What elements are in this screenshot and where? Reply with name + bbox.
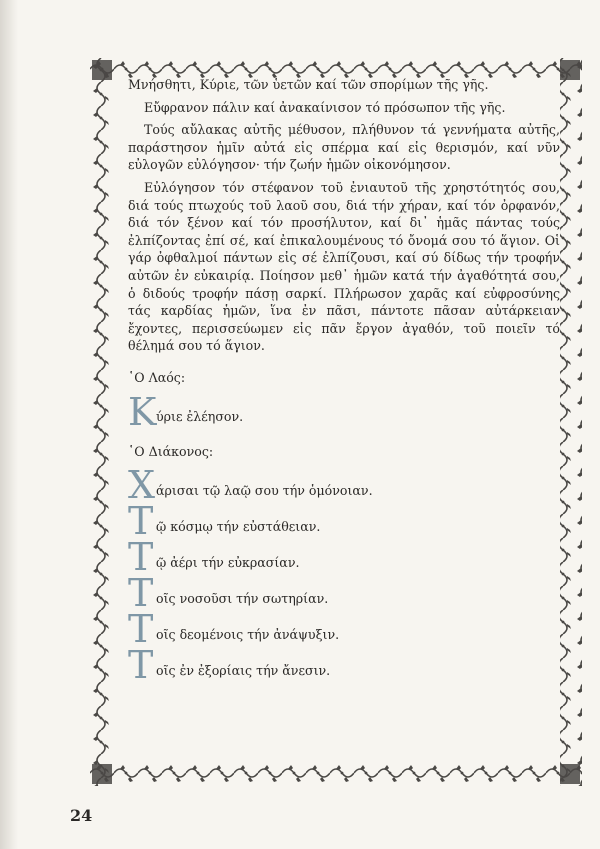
prayer-text-block: [128, 76, 560, 776]
petition-2: [128, 499, 560, 544]
drop-cap: Τ: [128, 535, 154, 580]
drop-cap: Χ: [128, 463, 156, 508]
petition-6: [128, 643, 560, 688]
petition-3: [128, 535, 560, 580]
drop-cap: Κ: [128, 389, 157, 434]
drop-cap: Τ: [128, 499, 154, 544]
petition-text: άρισαι τῷ λαῷ σου τήν ὁμόνοιαν.: [156, 482, 373, 498]
prayer-paragraph-1: Μνήσθητι, Κύριε, τῶν ὑετῶν καί τῶν σπορίμων τῆς γῆς.: [128, 77, 489, 92]
petition-4: [128, 571, 560, 616]
response-text: ύριε ἐλέησον.: [156, 408, 244, 424]
petition-1: [128, 463, 560, 508]
drop-cap: Τ: [128, 607, 154, 652]
ornamental-frame: [90, 58, 582, 786]
petition-text: ῷ ἀέρι τήν εὐκρασίαν.: [156, 554, 300, 570]
petition-text: οῖς νοσοῦσι τήν σωτηρίαν.: [156, 590, 329, 606]
drop-cap: Τ: [128, 571, 154, 616]
petition-text: οῖς ἐν ἐξορίαις τήν ἄνεσιν.: [156, 662, 331, 678]
petition-text: ῷ κόσμῳ τήν εὐστάθειαν.: [156, 518, 321, 534]
prayer-paragraph-4: Εὐλόγησον τόν στέφανον τοῦ ἐνιαυτοῦ τῆς χρηστότητός σου, διά τούς πτωχούς τοῦ λαοῦ σου, διά τήν χήραν, καί τόν ὀρφανόν, διά τόν ξένον καί τόν προσήλυτον, καί δι᾿ ἡμᾶς πάντας τούς ἐλπίζοντας ἐπί σέ, καί ἐπικαλουμένους τό ὄνομά σου τό ἅγιον. Οἱ γάρ ὀφθαλμοί πάντων εἰς σέ ἐλπίζουσι, καί σύ δίδως τήν τροφήν αὐτῶν ἐν εὐκαιρίᾳ. Ποίησον μεθ᾿ ἡμῶν κατά τήν ἀγαθότητά σου, ὁ διδούς τροφήν πάσῃ σαρκί. Πλήρωσον χαρᾶς καί εὐφροσύνης τάς καρδίας ἡμῶν, ἵνα ἐν πᾶσι, πάντοτε πᾶσαν αὐτάρκειαν ἔχοντες, περισσεύωμεν εἰς πᾶν ἔργον ἀγαθόν, τοῦ ποιεῖν τό θέλημά σου τό ἅγιον.: [128, 179, 560, 354]
page-number: 24: [70, 806, 93, 825]
prayer-paragraph-3: Τούς αὔλακας αὐτῆς μέθυσον, πλήθυνον τά γεννήματα αὐτῆς, παράστησον ἡμῖν αὐτά εἰς σπέρμα καί εἰς θερισμόν, καί νῦν εὐλογῶν εὐλόγησον· τήν ζωήν ἡμῶν οἰκονόμησον.: [128, 122, 560, 173]
page-gutter-shadow: [0, 0, 18, 849]
response-laos: [128, 389, 560, 434]
drop-cap: Τ: [128, 643, 154, 688]
speaker-diakonos: ῾Ο Διάκονος:: [128, 443, 214, 459]
prayer-paragraph-2: Εὔφρανον πάλιν καί ἀνακαίνισον τό πρόσωπον τῆς γῆς.: [144, 99, 506, 115]
petition-text: οῖς δεομένοις τήν ἀνάψυξιν.: [156, 626, 340, 642]
speaker-laos: ῾Ο Λαός:: [128, 369, 186, 385]
petition-5: [128, 607, 560, 652]
